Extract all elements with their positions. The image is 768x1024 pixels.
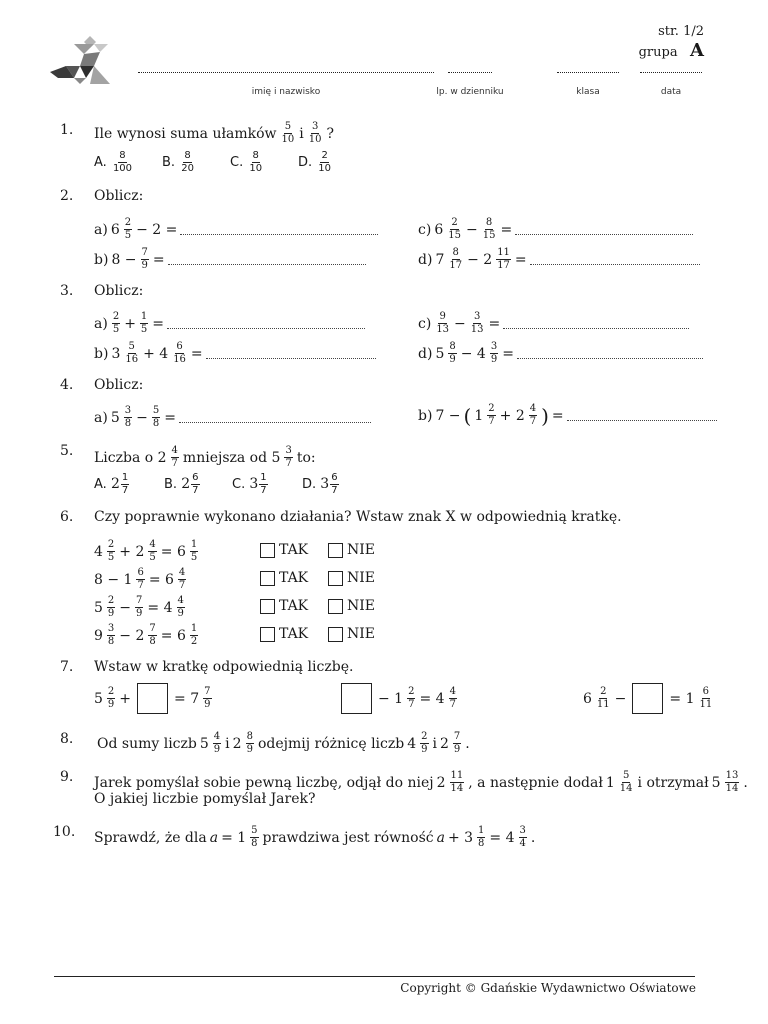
question-number: 9. [60,769,74,785]
tak-option[interactable]: TAK [260,626,308,642]
question-number: 7. [60,659,74,675]
tak-checkbox[interactable] [260,571,275,586]
answer-field[interactable] [206,349,376,359]
tak-option[interactable]: TAK [260,598,308,614]
nie-checkbox[interactable] [328,627,343,642]
nie-option[interactable]: NIE [328,570,375,586]
nie-option[interactable]: NIE [328,598,375,614]
question-5-text: Liczba o 2 4 7 mniejsza od 5 3 7 to: [94,445,316,469]
class-field[interactable] [557,72,619,73]
page-number: str. 1/2 [658,24,704,39]
question-number: 3. [60,283,74,299]
option-b[interactable]: B. $\frac{8}{20}$ [162,150,194,174]
fill-box-equation: 5 2 9 + = 7 7 9 [94,683,213,714]
tak-option[interactable]: TAK [260,570,308,586]
question-number: 2. [60,188,74,204]
question-1-options [94,151,366,174]
task-2c: c) 6 2 15 − $\frac{8}{15}$ = [418,218,693,241]
question-number: 6. [60,509,74,525]
equation-row: 9 3 8 − 2 $\frac{7}{8}$ = 6 1 2 [94,623,198,647]
copyright: Copyright © Gdańskie Wydawnictwo Oświatowe [400,981,696,995]
nie-option[interactable]: NIE [328,542,375,558]
group-label: grupa [638,45,678,60]
nie-checkbox[interactable] [328,543,343,558]
answer-box[interactable] [341,683,372,714]
option-d[interactable]: D. $\frac{2}{10}$ [298,150,332,174]
nie-option[interactable]: NIE [328,626,375,642]
question-number: 4. [60,377,74,393]
question-number: 10. [53,824,76,840]
name-field[interactable] [138,72,434,73]
date-field-label: data [660,87,682,97]
nie-checkbox[interactable] [328,599,343,614]
fill-box-equation: − 1 $\frac{2}{7}$ = 4 4 7 [338,683,458,714]
equation-row: 5 2 9 − $\frac{7}{9}$ = 4 4 9 [94,595,184,619]
question-10-text: Sprawdź, że dla a = 1 5 8 prawdziwa jest równość a + 3 $\frac{1}{8}$ = 4 3 4 . [94,825,536,849]
name-field-label: imię i nazwisko [251,87,321,97]
answer-field[interactable] [168,255,366,265]
answer-field[interactable] [503,319,689,329]
date-field[interactable] [640,72,702,73]
group-letter: A [690,40,704,61]
question-7-text: Wstaw w kratkę odpowiednią liczbę. [94,659,354,675]
option-a[interactable]: A. 2 $\frac{1}{7}$ [94,472,129,496]
question-9-text: Jarek pomyślał sobie pewną liczbę, odjął do niej 2 11 14 , a następnie dodał 1 5 14 i otrzymał 5 13 14 . [94,770,748,794]
task-3a: a) 2 5 + $\frac{1}{5}$ = [94,312,365,335]
footer-divider [54,976,695,977]
class-field-label: klasa [576,87,600,97]
question-9-line2: O jakiej liczbie pomyślał Jarek? [94,791,316,807]
tak-checkbox[interactable] [260,627,275,642]
option-c[interactable]: C. 3 $\frac{1}{7}$ [232,472,267,496]
tak-checkbox[interactable] [260,543,275,558]
question-8-text: Od sumy liczb 5 4 9 i 2 8 9 odejmij różnicę liczb 4 2 9 i 2 7 9 . [97,731,470,755]
group-indicator [639,40,704,61]
task-4a: a) 5 3 8 − $\frac{5}{8}$ = [94,406,371,429]
answer-box[interactable] [137,683,168,714]
answer-field[interactable] [515,225,693,235]
question-number: 1. [60,122,74,138]
task-3b: b) 3 5 16 + 4 $\frac{6}{16}$ = [94,342,376,365]
tak-option[interactable]: TAK [260,542,308,558]
task-2a: a) 6 2 5 − 2 = [94,218,378,241]
question-6-text: Czy poprawnie wykonano działania? Wstaw znak X w odpowiednią kratkę. [94,509,622,525]
tak-checkbox[interactable] [260,599,275,614]
equation-row: 8 − 1 $\frac{6}{7}$ = 6 4 7 [94,567,186,591]
task-2b: b) 8 − $\frac{7}{9}$ = [94,248,366,271]
question-2-title: Oblicz: [94,188,144,204]
fill-box-equation: 6 2 11 − = 1 6 11 [583,683,714,714]
option-d[interactable]: D. 3 $\frac{6}{7}$ [302,472,338,496]
option-b[interactable]: B. 2 $\frac{6}{7}$ [164,472,199,496]
equation-row: 4 2 5 + 2 $\frac{4}{5}$ = 6 1 5 [94,539,198,563]
task-2d: d) 7 8 17 − 2 $\frac{11}{17}$ = [418,248,700,271]
answer-field[interactable] [180,225,378,235]
question-number: 8. [60,731,74,747]
question-number: 5. [60,443,74,459]
option-a[interactable]: A. $\frac{8}{100}$ [94,150,133,174]
answer-box[interactable] [632,683,663,714]
task-3d: d) 5 8 9 − 4 $\frac{3}{9}$ = [418,342,703,365]
register-number-label: lp. w dzienniku [436,87,504,97]
logo [50,34,114,86]
question-3-title: Oblicz: [94,283,144,299]
answer-field[interactable] [530,255,700,265]
question-5-options [94,473,370,496]
task-4b: b) 7 − ( 1 2 7 + 2 4 7 ) = [418,404,717,427]
answer-field[interactable] [167,319,365,329]
question-1-text: Ile wynosi suma ułamków 5 10 i 3 10 ? [94,121,335,145]
question-4-title: Oblicz: [94,377,144,393]
answer-field[interactable] [179,413,371,423]
task-3c: c) 9 13 − $\frac{3}{13}$ = [418,312,689,335]
nie-checkbox[interactable] [328,571,343,586]
answer-field[interactable] [517,349,703,359]
answer-field[interactable] [567,411,717,421]
register-number-field[interactable] [448,72,492,73]
option-c[interactable]: C. $\frac{8}{10}$ [230,150,263,174]
